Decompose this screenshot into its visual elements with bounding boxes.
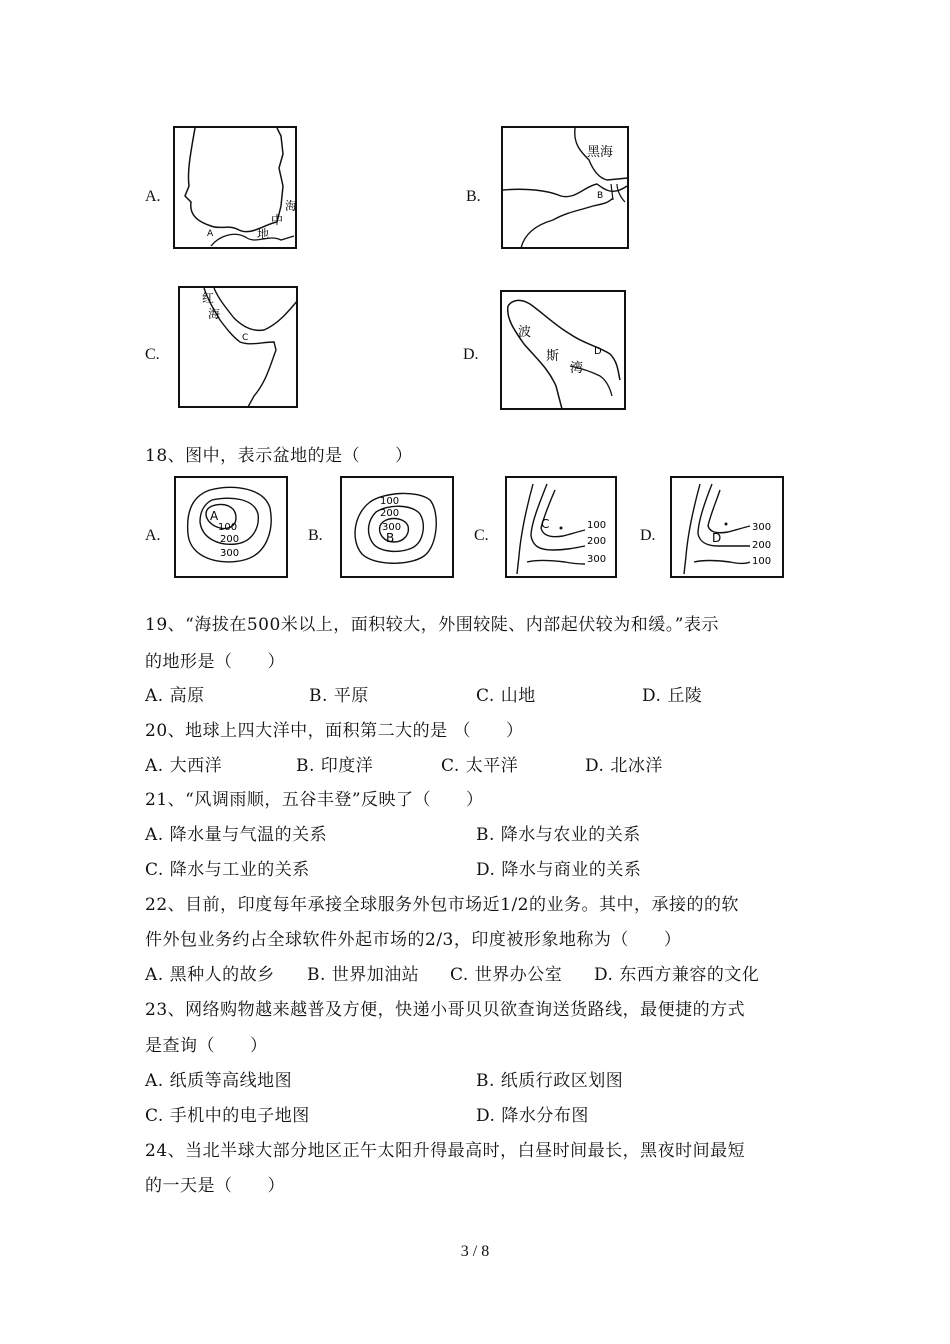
q17-map-d-sea-1: 波: [518, 325, 532, 340]
q18-contour-c: [505, 476, 617, 578]
q20-option-c: C. 太平洋: [441, 756, 519, 776]
q19-line2: 的地形是（ ）: [145, 652, 285, 672]
q18-label-b: B.: [308, 527, 323, 544]
q19-option-a: A. 高原: [145, 686, 205, 706]
q18-label-c: C.: [474, 527, 489, 544]
q18-b-c3: 300: [382, 522, 402, 533]
q24-line2: 的一天是（ ）: [145, 1176, 285, 1196]
q17-map-a-sea-2: 中: [271, 213, 284, 227]
q20-option-a: A. 大西洋: [145, 756, 223, 776]
q20-stem: 20、地球上四大洋中，面积第二大的是 （ ）: [145, 721, 524, 741]
q18-c-c2: 200: [587, 536, 607, 547]
q17-map-c-sea-2: 海: [208, 307, 221, 321]
q21-option-c: C. 降水与工业的关系: [145, 860, 310, 880]
q17-map-d-sea-2: 斯: [546, 349, 560, 364]
q17-label-d: D.: [463, 346, 479, 363]
q21-option-a: A. 降水量与气温的关系: [145, 825, 328, 845]
q23-option-b: B. 纸质行政区划图: [476, 1071, 624, 1091]
q17-map-a-point: A: [207, 229, 214, 239]
q18-d-c1: 300: [752, 522, 772, 533]
q18-c-point: C: [541, 517, 550, 531]
q23-option-c: C. 手机中的电子地图: [145, 1106, 310, 1126]
q18-stem: 18、图中，表示盆地的是（ ）: [145, 446, 413, 466]
q21-stem: 21、“风调雨顺，五谷丰登”反映了（ ）: [145, 790, 484, 810]
q20-option-d: D. 北冰洋: [585, 756, 663, 776]
q18-d-c3: 100: [752, 556, 772, 567]
q18-b-c1: 100: [380, 496, 400, 507]
q22-option-c: C. 世界办公室: [450, 965, 563, 985]
q18-contour-a: [174, 476, 288, 578]
q17-label-b: B.: [466, 188, 481, 205]
q17-map-c-point: C: [242, 333, 249, 343]
q22-option-a: A. 黑种人的故乡: [145, 965, 275, 985]
q18-b-point: B: [386, 531, 395, 545]
q17-map-a-sea-1: 海: [285, 199, 297, 213]
q22-option-d: D. 东西方兼容的文化: [594, 965, 760, 985]
q17-map-d: [500, 290, 626, 410]
q18-c-c3: 300: [587, 554, 607, 565]
q18-d-c2: 200: [752, 540, 772, 551]
q17-map-b: [501, 126, 629, 249]
q17-map-b-sea: 黑海: [587, 145, 614, 160]
q17-map-b-point: B: [597, 191, 604, 201]
q24-line1: 24、当北半球大部分地区正午太阳升得最高时，白昼时间最长，黑夜时间最短: [145, 1141, 746, 1161]
q18-a-point: A: [210, 509, 219, 523]
q19-line1: 19、“海拔在500米以上，面积较大，外围较陡、内部起伏较为和缓。”表示: [145, 615, 719, 635]
q22-option-b: B. 世界加油站: [307, 965, 420, 985]
q17-label-a: A.: [145, 188, 161, 205]
q22-line2: 件外包业务约占全球软件外起市场的2/3，印度被形象地称为（ ）: [145, 930, 682, 950]
q23-line2: 是查询（ ）: [145, 1036, 268, 1056]
q18-a-c1: 100: [218, 522, 238, 533]
q18-a-c2: 200: [220, 534, 240, 545]
q19-option-b: B. 平原: [309, 686, 369, 706]
q17-map-c-sea-1: 红: [202, 291, 215, 305]
q17-label-c: C.: [145, 346, 160, 363]
q18-d-point: D: [712, 531, 722, 545]
q20-option-b: B. 印度洋: [296, 756, 374, 776]
q18-label-a: A.: [145, 527, 161, 544]
q18-contour-d: [670, 476, 784, 578]
q17-map-d-point: D: [594, 346, 602, 357]
q19-option-c: C. 山地: [476, 686, 536, 706]
page-number: 3 / 8: [460, 1243, 490, 1260]
q21-option-d: D. 降水与商业的关系: [476, 860, 642, 880]
q18-c-c1: 100: [587, 520, 607, 531]
q17-map-a-sea-3: 地: [257, 227, 270, 241]
q22-line1: 22、目前，印度每年承接全球服务外包市场近1/2的业务。其中，承接的的软: [145, 895, 739, 915]
q18-contour-b: [340, 476, 454, 578]
q17-map-c: [178, 286, 298, 408]
q18-b-c2: 200: [380, 508, 400, 519]
q23-line1: 23、网络购物越来越普及方便，快递小哥贝贝欲查询送货路线，最便捷的方式: [145, 1000, 746, 1020]
q17-map-d-sea-3: 湾: [570, 361, 584, 376]
q21-option-b: B. 降水与农业的关系: [476, 825, 641, 845]
q23-option-a: A. 纸质等高线地图: [145, 1071, 293, 1091]
q18-a-c3: 300: [220, 548, 240, 559]
q17-map-a: [173, 126, 297, 249]
q23-option-d: D. 降水分布图: [476, 1106, 589, 1126]
q18-label-d: D.: [640, 527, 656, 544]
q19-option-d: D. 丘陵: [642, 686, 703, 706]
